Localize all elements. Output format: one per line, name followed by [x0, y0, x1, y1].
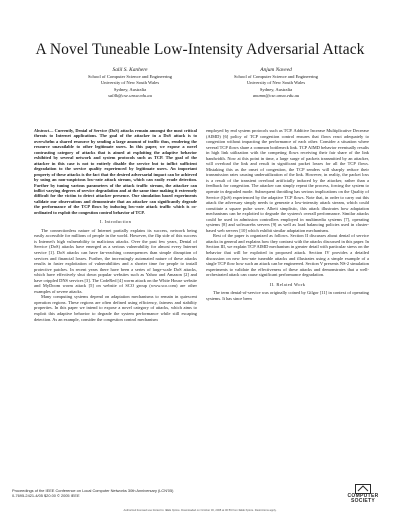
ieee-computer-society-logo [338, 484, 388, 506]
section-heading-related-work: II. Related Work [269, 281, 306, 287]
author-affiliation: School of Computer Science and Engineering [233, 74, 319, 79]
paper-title: A Novel Tuneable Low-Intensity Adversarial Attack [35, 41, 365, 58]
authorized-use-notice: Authorized licensed use limited to: IEEE Xplore. Downloaded on October 30, 2008 at 00:59 from IEEE Xplore. Restrictions apply. [123, 509, 277, 512]
author-affiliation: School of Computer Science and Engineering [87, 74, 173, 79]
logo-text-bottom: SOCIETY [350, 498, 376, 504]
author-institution: University of New South Wales [100, 80, 160, 86]
abstract-lead: Abstract [34, 128, 49, 133]
left-column [34, 128, 197, 322]
author-block [50, 67, 210, 99]
author-institution: University of New South Wales [246, 80, 306, 86]
logo-text-top: COMPUTER [347, 493, 379, 499]
author-name: Anjum Naveed [260, 67, 292, 73]
body-paragraph: Many computing systems depend on adaptation mechanisms to remain in quiescent operation regions. These regions are often defined using efficiency, fairness and stability properties. In this paper we intend to expose a novel category of attacks, which aims to exploit this adaptive behavior to degrade the system performance while still escaping detection. As an example, consider the congestion control mechanism [34, 294, 197, 322]
author-location: Sydney, Australia [259, 86, 293, 92]
abstract [34, 128, 197, 215]
section-heading-introduction: I. Introduction [99, 219, 132, 225]
body-paragraph: The term denial-of-service was originally coined by Gilgor [11] in context of operating systems. It has since been [206, 290, 369, 301]
author-email: salilk@cse.unsw.edu.au [108, 92, 152, 98]
author-name: Salil S. Kanhere [112, 67, 148, 73]
body-paragraph: employed by end system protocols such as TCP. Additive Increase Multiplicative Decrease (AIMD) [6] policy of TCP congestion control ensures that flows react adequately to congestion without impacting the performance of each other. Consider a situation where several TCP flows share a common bottleneck link. TCP AIMD behavior eventually results in high link utilization with the competing flows receiving their fair share of the link bandwidth. Now at this point in time, a large surge of packets transmitted by an attacker, will overload the link and result in significant packet losses for all the TCP flows. Mistaking this as the onset of congestion, the TCP senders will sharply reduce their transmission rates causing underutilization of the link. However, in reality, the packet loss is a result of the transient overload artificially induced by the attacker, rather than a feedback for congestion. The attacker can simply repeat the process, forcing the system to operate in degraded mode. Subsequent throttling has serious implications on the Quality of Service (QoS) experienced by the adaptive TCP flows. Note that, in order to carry out this attack the adversary simply needs to generate a low-intensity attack stream, which could constitute a square pulse wave. Albeit simplistic, this attack illustrates how adaptation mechanisms can be exploited to degrade the system's overall performance. Similar attacks could be used in admission controllers employed in multimedia systems [7], operating systems [8] and softwarebs servers [9] as well as load balancing policies used in cluster-based web servers [10] which exhibit similar adaptation mechanisms. [206, 128, 369, 233]
body-paragraph: The connectionless nature of Internet partially explains its success, network being easily accessible for millions of people in the world. However, the flip side of this success is Internet's high vulnerability to malicious attacks. Over the past few years, Denial of Service (DoS) attacks have emerged as a serious vulnerability for almost every Internet service [1]. DoS attacks can have far-reaching consequences than simple disruption of services and financial losses. Further, the increasingly automated nature of these attacks results in faster exploitation of vulnerabilities and a shorter time for people to install protective patches. In recent years there have been a series of large-scale DoS attacks, which have effectively shut down popular websites such as Yahoo and Amazon [2] and have crippled DNS services [3]. The CodeRed [4] worm attack on the White House website and MyDoom worm attack [5] on website of SCO group (www.sco.com) are other examples of severe attacks. [34, 227, 197, 294]
proceedings-footer [12, 488, 173, 498]
body-paragraph: Rest of the paper is organized as follows. Section II discusses about denial of service attacks in general and explains how they contrast with the attacks discussed in this paper. In Section III, we explain TCP AIMD mechanism in greater detail with particular stress on the behavior that will be exploited in proposed attack. Section IV provides a detailed discussion on new low-rate tuneable attacks and illustrates using a simple example of a single TCP flow how such an attack can be engineered. Section V presents NS-2 simulation experiments to validate the effectiveness of these attacks and demonstrates that a well-orchestrated attack can cause significant performance degradation. [206, 233, 369, 278]
author-email: anumn@cse.unsw.edu.au [252, 92, 300, 98]
isbn-line: 0-7695-2421-4/05 $20.00 © 2005 IEEE [12, 493, 80, 498]
abstract-text: — Currently, Denial of Service (DoS) attacks remain amongst the most critical threats to Internet applications. The goal of the attacker in a DoS attack is to overwhelm a shared resource by sending a large amount of traffic thus, rendering the resource unavailable to other legitimate users. In this paper, we expose a novel contrasting category of attacks that is aimed at exploiting the adaptive behavior exhibited by several network and system protocols such as TCP. The goal of the attacker in this case is not to entirely disable the service but to inflict sufficient degradation to the service quality experienced by legitimate users. An important property of these attacks is the fact that the desired adversarial impact can be achieved by using an non-suspicious low-rate attack stream, which can easily evade detection. Further by tuning various parameters of the attack traffic stream, the attacker can inflict varying degrees of service degradation and at the same time making it extremely difficult for the victim to detect attacker presence. Our simulation based experiments validate our observations and demonstrate that an attacker can significantly degrade the performance of the TCP flows by inducing low-rate attack traffic which is co-ordinated to exploit the congestion control behavior of TCP. [34, 128, 197, 215]
right-column [206, 128, 369, 301]
author-location: Sydney, Australia [113, 86, 147, 92]
proceedings-line: Proceedings of the IEEE Conference on Local Computer Networks 30th Anniversary (LCN'05) [12, 488, 174, 493]
author-block [196, 67, 356, 99]
